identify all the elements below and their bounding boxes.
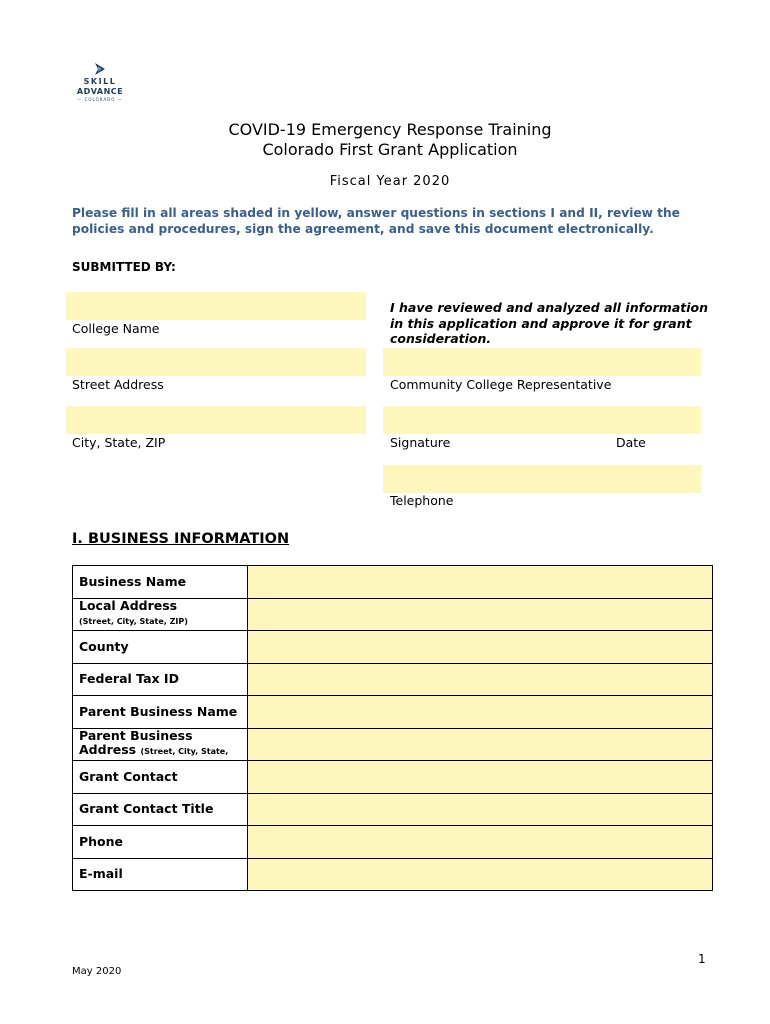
table-row [73,858,713,891]
row-label-text: Parent Business Name [79,703,238,719]
table-row [73,566,713,599]
row-label-text: Grant Contact [79,768,178,784]
row-label [73,566,248,599]
email-input[interactable] [248,858,713,891]
logo-text-skill: SKILL [83,77,117,86]
city-state-zip-label: City, State, ZIP [72,435,166,450]
table-row [73,631,713,664]
row-label-sub: (Street, City, State, ZIP) [79,617,188,627]
row-label-text: Grant Contact Title [79,801,214,817]
city-state-zip-field[interactable] [66,406,366,434]
table-row [73,761,713,794]
table-row [73,598,713,631]
row-label [73,858,248,891]
signature-label: Signature [390,435,451,450]
submitted-by-heading: SUBMITTED BY: [72,260,176,274]
row-label [73,696,248,729]
row-label [73,631,248,664]
grant-contact-input[interactable] [248,761,713,794]
parent-business-name-input[interactable] [248,696,713,729]
signature-date-field[interactable] [383,406,701,434]
representative-field[interactable] [383,348,701,376]
row-label-text: Parent Business Address [79,728,193,758]
fiscal-year: Fiscal Year 2020 [329,174,451,189]
telephone-label: Telephone [390,493,454,508]
table-row [73,728,713,761]
college-name-field[interactable] [66,292,366,320]
row-label [73,728,248,761]
representative-label: Community College Representative [390,377,612,392]
street-address-field[interactable] [66,348,366,376]
row-label [73,793,248,826]
document-subtitle: Colorado First Grant Application [262,140,518,159]
row-label-text: Local Address [79,598,178,614]
table-row [73,663,713,696]
logo-text-colorado: — COLORADO — [77,97,123,102]
document-title: COVID-19 Emergency Response Training [228,120,552,139]
table-row [73,696,713,729]
county-input[interactable] [248,631,713,664]
instructions: Please fill in all areas shaded in yellow, answer questions in sections I and II, review the policies and procedures, sign the agreement, and save this document electronically. [72,206,680,236]
date-label: Date [616,435,646,450]
business-information-heading: I. BUSINESS INFORMATION [72,531,290,547]
row-label [73,826,248,859]
row-label-text: County [79,638,129,654]
row-label-sub: (Street, City, State, [140,747,229,757]
parent-business-address-input[interactable] [248,728,713,761]
approval-statement: I have reviewed and analyzed all information in this application and approve it for grant consideration. [390,300,709,346]
phone-input[interactable] [248,826,713,859]
page-number: 1 [698,952,706,966]
row-label-text: Business Name [79,573,187,589]
logo-arrow-icon [93,62,107,76]
grant-contact-title-input[interactable] [248,793,713,826]
row-label [73,663,248,696]
footer-date: May 2020 [72,966,122,977]
row-label-text: Federal Tax ID [79,671,179,687]
table-row [73,826,713,859]
local-address-input[interactable] [248,598,713,631]
row-label-text: Phone [79,833,124,849]
table-row [73,793,713,826]
row-label [73,761,248,794]
business-name-input[interactable] [248,566,713,599]
row-label-text: E-mail [79,866,123,882]
skill-advance-logo [70,62,130,114]
federal-tax-id-input[interactable] [248,663,713,696]
row-label [73,598,248,631]
logo-text-advance: ADVANCE [76,87,124,96]
telephone-field[interactable] [383,465,701,493]
street-address-label: Street Address [72,377,164,392]
business-information-table [72,565,713,891]
college-name-label: College Name [72,321,160,336]
